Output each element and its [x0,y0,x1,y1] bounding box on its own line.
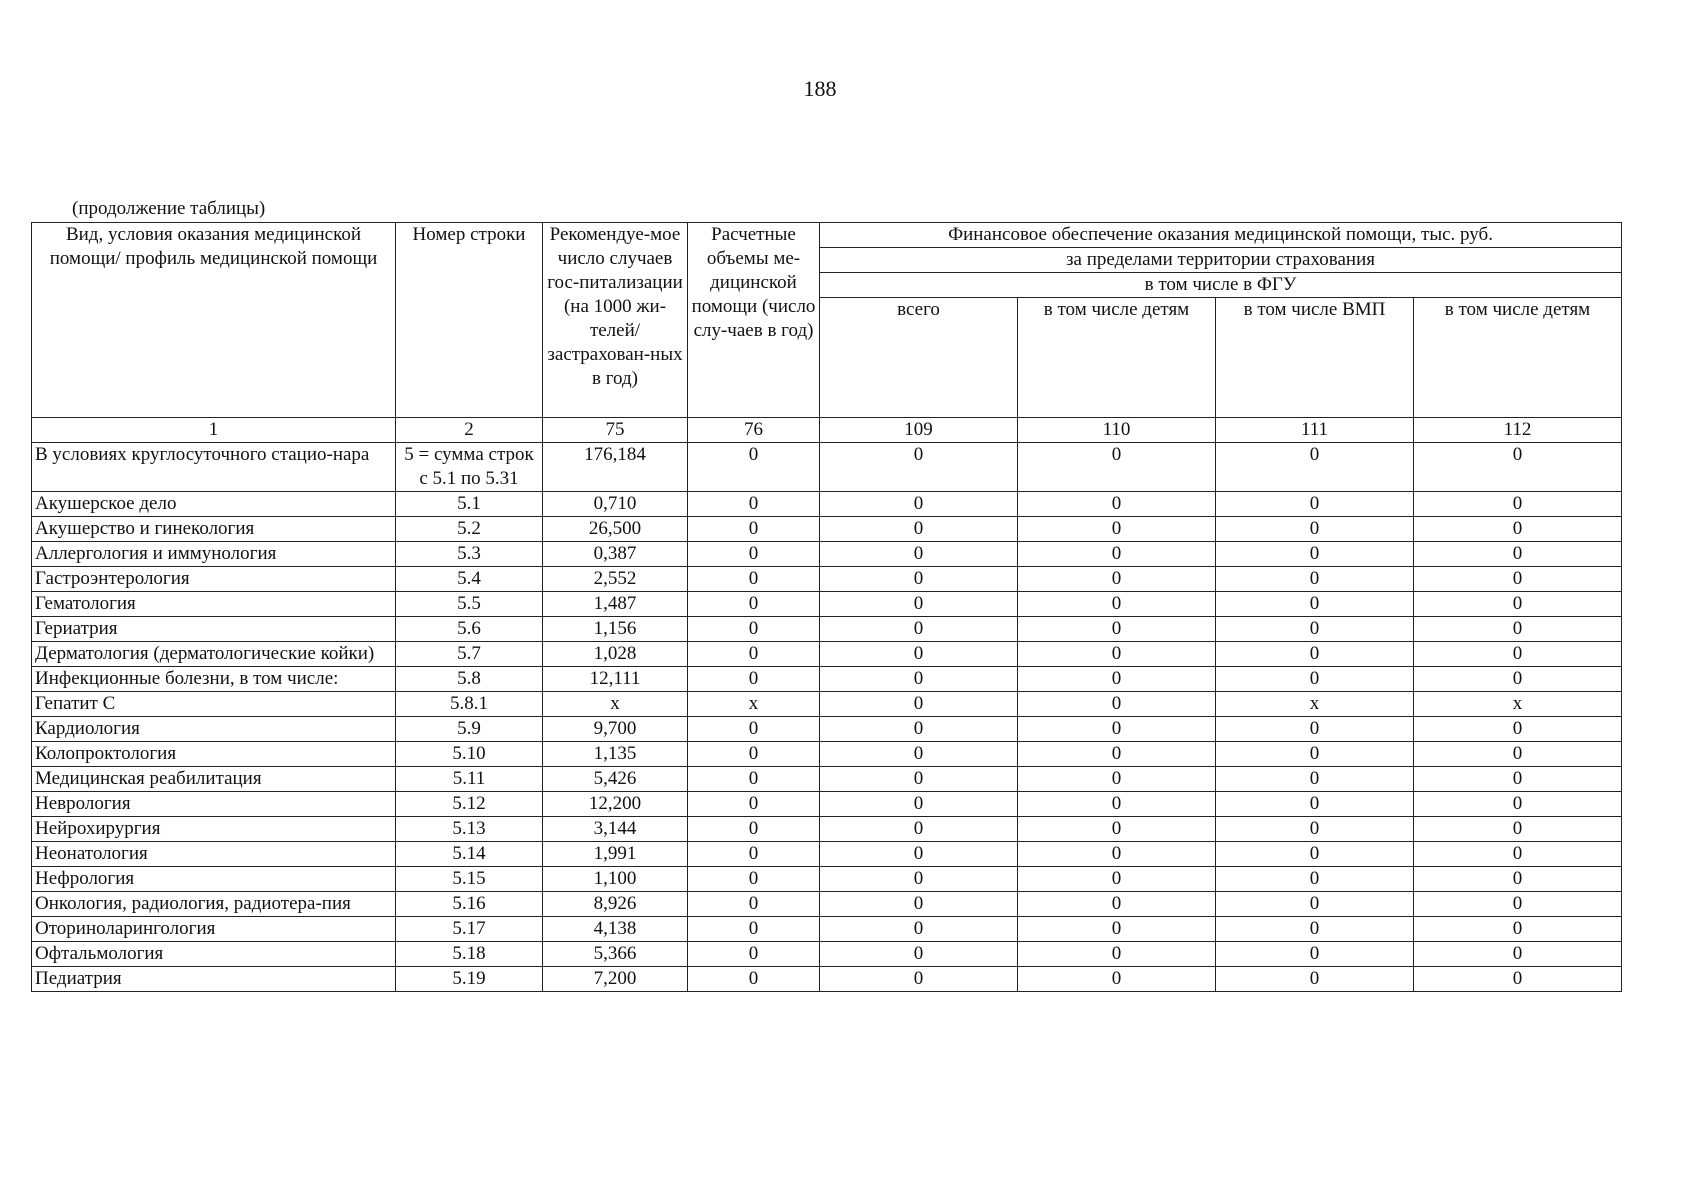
row-cell: 0 [820,967,1018,992]
row-cell: 0 [688,917,820,942]
row-cell: 0 [820,792,1018,817]
row-cell: 1,156 [543,617,688,642]
row-cell: 0 [688,617,820,642]
table-row [32,792,1622,817]
header-recommended-cases: Рекомендуе-мое число случаев гос-питализации (на 1000 жи-телей/ застрахован-ных в год) [543,223,688,418]
row-cell: 0 [820,817,1018,842]
table-row [32,892,1622,917]
table-row [32,842,1622,867]
row-cell: 0 [688,792,820,817]
row-cell: x [1414,692,1622,717]
row-cell: 5.1 [396,492,543,517]
column-number: 1 [32,418,396,443]
row-cell: 0 [1216,767,1414,792]
row-cell: 0 [820,892,1018,917]
row-cell: x [688,692,820,717]
data-table [31,222,1622,992]
row-cell: 0 [1216,817,1414,842]
row-cell: 0 [688,717,820,742]
row-cell: 0 [1216,967,1414,992]
row-cell: 0 [1216,867,1414,892]
row-cell: x [1216,692,1414,717]
table-row [32,517,1622,542]
table-row [32,592,1622,617]
row-cell: 2,552 [543,567,688,592]
row-cell: 12,111 [543,667,688,692]
row-cell: 0 [1018,492,1216,517]
row-cell: 1,100 [543,867,688,892]
row-cell: 0 [1216,942,1414,967]
row-cell: 5.18 [396,942,543,967]
row-cell: 0 [688,542,820,567]
row-cell: 0,710 [543,492,688,517]
row-cell: 0 [1216,667,1414,692]
row-cell: 5 = сумма строк с 5.1 по 5.31 [396,443,543,492]
row-cell: 4,138 [543,917,688,942]
row-cell: 8,926 [543,892,688,917]
row-cell: 5.14 [396,842,543,867]
row-cell: 0 [1216,792,1414,817]
page-number: 188 [803,76,837,101]
table-row [32,717,1622,742]
row-cell: 1,028 [543,642,688,667]
row-cell: 0 [1216,492,1414,517]
row-cell: 0 [1414,617,1622,642]
row-cell: 0 [820,617,1018,642]
row-cell: 0 [820,517,1018,542]
row-cell: 0 [1018,542,1216,567]
row-cell: 5.8 [396,667,543,692]
row-cell: 0 [820,567,1018,592]
header-outside-territory: за пределами территории страхования [820,248,1622,273]
row-cell: 0 [688,742,820,767]
row-cell: 0 [1414,742,1622,767]
row-cell: 0 [1216,842,1414,867]
row-cell: 0 [688,517,820,542]
column-number: 76 [688,418,820,443]
header-incl-children-2: в том числе детям [1414,298,1622,418]
row-cell: 0 [1018,742,1216,767]
row-cell: 0 [820,667,1018,692]
row-cell: 0 [1414,942,1622,967]
column-number: 110 [1018,418,1216,443]
row-cell: 0 [820,717,1018,742]
table-row [32,492,1622,517]
row-profile-name: Акушерское дело [32,492,396,517]
row-cell: 0 [1216,717,1414,742]
row-profile-name: Офтальмология [32,942,396,967]
row-cell: 0 [1414,917,1622,942]
row-cell: 0 [1414,817,1622,842]
row-cell: 0 [688,567,820,592]
row-profile-name: Аллергология и иммунология [32,542,396,567]
row-cell: 0 [1414,492,1622,517]
table-row [32,867,1622,892]
row-cell: 5.19 [396,967,543,992]
table-row [32,942,1622,967]
row-profile-name: Колопроктология [32,742,396,767]
table-row [32,967,1622,992]
row-cell: 5.16 [396,892,543,917]
row-cell: 0 [820,867,1018,892]
row-cell: 5.9 [396,717,543,742]
column-number: 112 [1414,418,1622,443]
header-incl-vmp: в том числе ВМП [1216,298,1414,418]
row-profile-name: Гериатрия [32,617,396,642]
row-profile-name: Нефрология [32,867,396,892]
row-cell: 0 [820,742,1018,767]
table-row [32,642,1622,667]
row-cell: 1,991 [543,842,688,867]
row-cell: 0 [1414,567,1622,592]
row-profile-name: Онкология, радиология, радиотера-пия [32,892,396,917]
row-cell: 5.8.1 [396,692,543,717]
row-cell: 0 [1216,592,1414,617]
header-incl-fgu: в том числе в ФГУ [820,273,1622,298]
row-cell: 0 [1018,792,1216,817]
row-cell: 5.13 [396,817,543,842]
row-cell: 0 [1216,642,1414,667]
row-cell: 0 [1216,742,1414,767]
row-cell: 0 [1414,867,1622,892]
column-number: 111 [1216,418,1414,443]
row-cell: 1,135 [543,742,688,767]
row-cell: 0 [688,842,820,867]
row-profile-name: Педиатрия [32,967,396,992]
row-profile-name: Инфекционные болезни, в том числе: [32,667,396,692]
row-cell: 5.6 [396,617,543,642]
row-cell: 5.17 [396,917,543,942]
row-cell: 0 [1018,717,1216,742]
header-financing: Финансовое обеспечение оказания медицинской помощи, тыс. руб. [820,223,1622,248]
row-cell: 0 [820,592,1018,617]
row-profile-name: Гастроэнтерология [32,567,396,592]
row-cell: 0 [688,443,820,492]
table-row [32,617,1622,642]
row-cell: 5.7 [396,642,543,667]
row-cell: 0 [688,967,820,992]
row-profile-name: Неонатология [32,842,396,867]
row-cell: 12,200 [543,792,688,817]
row-cell: 0 [820,492,1018,517]
row-cell: 0 [688,817,820,842]
row-cell: 5.3 [396,542,543,567]
table-row [32,443,1622,492]
row-cell: 5.12 [396,792,543,817]
row-cell: 0 [688,492,820,517]
row-cell: 0 [1414,592,1622,617]
row-cell: 0 [1018,842,1216,867]
row-cell: 3,144 [543,817,688,842]
table-row [32,817,1622,842]
row-profile-name: Кардиология [32,717,396,742]
table-row [32,667,1622,692]
row-profile-name: Медицинская реабилитация [32,767,396,792]
row-profile-name: В условиях круглосуточного стацио-нара [32,443,396,492]
row-cell: 0 [1018,692,1216,717]
row-cell: 0 [1018,892,1216,917]
row-cell: 5.10 [396,742,543,767]
row-cell: 0 [820,767,1018,792]
row-cell: 5.5 [396,592,543,617]
row-profile-name: Акушерство и гинекология [32,517,396,542]
row-cell: 0,387 [543,542,688,567]
row-cell: 0 [1018,667,1216,692]
row-cell: 0 [820,917,1018,942]
row-cell: 0 [1414,443,1622,492]
row-cell: 0 [1414,892,1622,917]
row-cell: 0 [1216,443,1414,492]
row-cell: 0 [1216,517,1414,542]
row-cell: 0 [688,867,820,892]
row-cell: 0 [1018,917,1216,942]
row-cell: 0 [688,642,820,667]
row-cell: 0 [688,892,820,917]
row-cell: x [543,692,688,717]
row-profile-name: Нейрохирургия [32,817,396,842]
table-row [32,567,1622,592]
row-profile-name: Дерматология (дерматологические койки) [32,642,396,667]
row-cell: 0 [1414,842,1622,867]
row-cell: 0 [1414,717,1622,742]
row-cell: 26,500 [543,517,688,542]
header-row-number: Номер строки [396,223,543,418]
header-estimated-volumes: Расчетные объемы ме-дицинской помощи (число слу-чаев в год) [688,223,820,418]
header-total: всего [820,298,1018,418]
row-cell: 0 [1414,642,1622,667]
row-profile-name: Неврология [32,792,396,817]
row-cell: 0 [820,642,1018,667]
row-cell: 0 [1414,792,1622,817]
row-cell: 0 [820,692,1018,717]
header-profile: Вид, условия оказания медицинской помощи/ профиль медицинской помощи [32,223,396,418]
row-cell: 1,487 [543,592,688,617]
column-number: 109 [820,418,1018,443]
continuation-label: (продолжение таблицы) [72,198,266,219]
row-cell: 0 [1414,667,1622,692]
row-cell: 0 [820,443,1018,492]
row-cell: 0 [1018,642,1216,667]
row-cell: 0 [688,767,820,792]
row-cell: 0 [1018,942,1216,967]
row-cell: 5,426 [543,767,688,792]
row-cell: 0 [1018,443,1216,492]
row-profile-name: Гематология [32,592,396,617]
table-row [32,742,1622,767]
row-cell: 0 [820,542,1018,567]
row-cell: 0 [1018,567,1216,592]
row-cell: 0 [1414,767,1622,792]
row-cell: 0 [1216,542,1414,567]
row-cell: 0 [820,942,1018,967]
row-cell: 0 [1018,967,1216,992]
row-cell: 0 [1018,517,1216,542]
row-cell: 5.4 [396,567,543,592]
row-cell: 176,184 [543,443,688,492]
table-row [32,917,1622,942]
table-row [32,692,1622,717]
row-cell: 5.11 [396,767,543,792]
row-cell: 0 [1216,567,1414,592]
row-cell: 0 [1216,617,1414,642]
column-number: 2 [396,418,543,443]
row-cell: 0 [1018,617,1216,642]
header-incl-children-1: в том числе детям [1018,298,1216,418]
row-cell: 0 [1216,892,1414,917]
row-cell: 0 [1018,592,1216,617]
row-cell: 0 [1018,767,1216,792]
row-cell: 5.2 [396,517,543,542]
row-cell: 0 [688,667,820,692]
table-row [32,767,1622,792]
row-cell: 0 [688,942,820,967]
table-row [32,542,1622,567]
row-cell: 0 [1018,867,1216,892]
row-profile-name: Оториноларингология [32,917,396,942]
row-cell: 0 [1414,542,1622,567]
row-cell: 0 [1018,817,1216,842]
row-profile-name: Гепатит С [32,692,396,717]
row-cell: 0 [820,842,1018,867]
row-cell: 0 [1414,967,1622,992]
row-cell: 7,200 [543,967,688,992]
column-numbers-row [32,418,1622,443]
row-cell: 5,366 [543,942,688,967]
row-cell: 0 [688,592,820,617]
row-cell: 0 [1216,917,1414,942]
column-number: 75 [543,418,688,443]
row-cell: 9,700 [543,717,688,742]
row-cell: 5.15 [396,867,543,892]
row-cell: 0 [1414,517,1622,542]
